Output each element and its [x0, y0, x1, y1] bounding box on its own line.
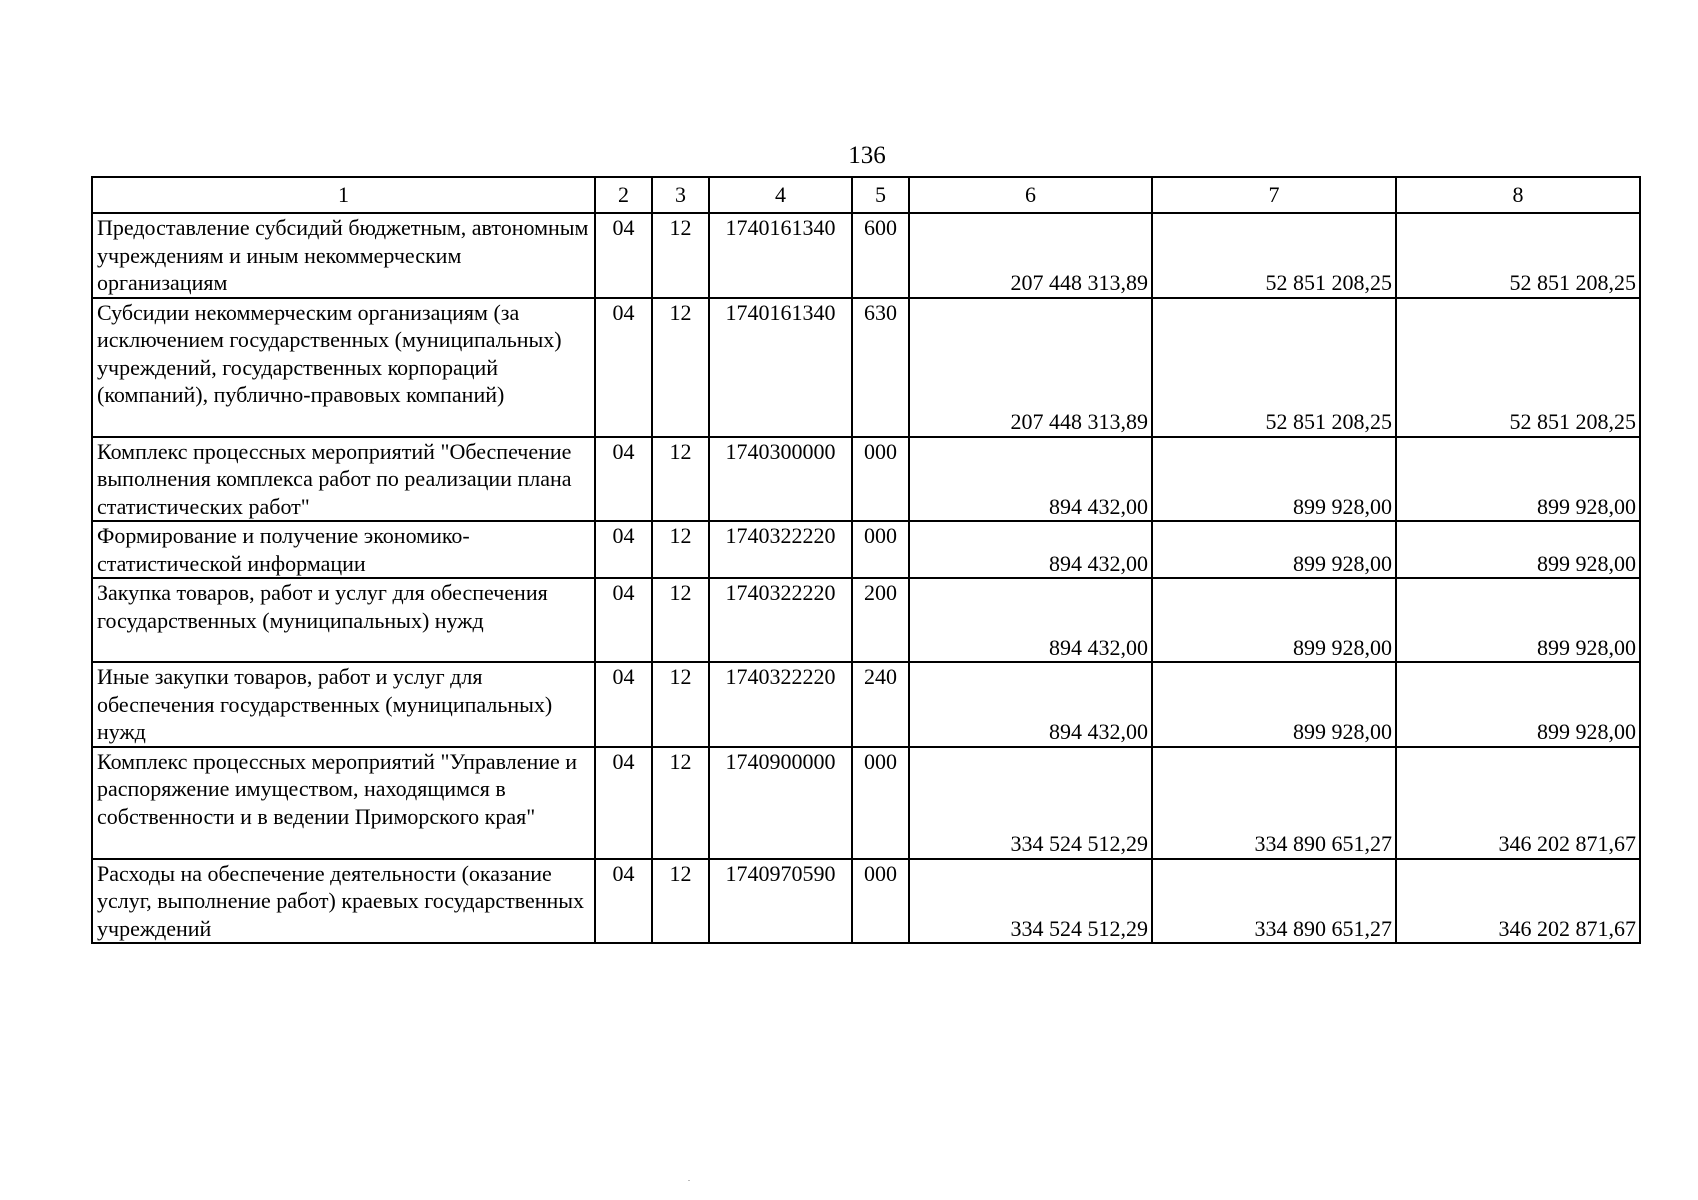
row-amount-6: 894 432,00 — [909, 521, 1152, 578]
row-amount-8: 899 928,00 — [1396, 521, 1640, 578]
page-number: 136 — [848, 142, 886, 169]
row-amount-7: 899 928,00 — [1152, 521, 1396, 578]
row-amount-7: 52 851 208,25 — [1152, 213, 1396, 298]
row-target-code: 1740161340 — [709, 298, 852, 437]
row-description: Закупка товаров, работ и услуг для обеспечения государственных (муниципальных) нужд — [92, 578, 595, 662]
row-amount-8: 899 928,00 — [1396, 578, 1640, 662]
row-subsection: 12 — [652, 662, 709, 747]
row-expense-type: 240 — [852, 662, 909, 747]
row-amount-8: 346 202 871,67 — [1396, 747, 1640, 859]
row-expense-type: 000 — [852, 521, 909, 578]
row-description: Формирование и получение экономико-статистической информации — [92, 521, 595, 578]
header-cell: 4 — [709, 177, 852, 213]
header-cell: 6 — [909, 177, 1152, 213]
row-subsection: 12 — [652, 859, 709, 944]
table-row — [92, 298, 1640, 437]
row-target-code: 1740322220 — [709, 521, 852, 578]
row-amount-8: 899 928,00 — [1396, 437, 1640, 522]
row-description: Иные закупки товаров, работ и услуг для обеспечения государственных (муниципальных) нужд — [92, 662, 595, 747]
row-description: Комплекс процессных мероприятий "Управление и распоряжение имуществом, находящимся в собственности и в ведении Приморского края" — [92, 747, 595, 859]
row-amount-7: 899 928,00 — [1152, 578, 1396, 662]
row-description: Субсидии некоммерческим организациям (за исключением государственных (муниципальных) учреждений, государственных корпораций (компаний), публично-правовых компаний) — [92, 298, 595, 437]
row-amount-6: 207 448 313,89 — [909, 213, 1152, 298]
header-cell: 5 — [852, 177, 909, 213]
row-section: 04 — [595, 747, 652, 859]
row-expense-type: 630 — [852, 298, 909, 437]
row-target-code: 1740322220 — [709, 662, 852, 747]
table-row — [92, 437, 1640, 522]
row-target-code: 1740161340 — [709, 213, 852, 298]
row-section: 04 — [595, 437, 652, 522]
table-row — [92, 747, 1640, 859]
table-header-row — [92, 177, 1640, 213]
row-amount-7: 334 890 651,27 — [1152, 747, 1396, 859]
row-subsection: 12 — [652, 298, 709, 437]
table-row — [92, 521, 1640, 578]
row-amount-7: 899 928,00 — [1152, 662, 1396, 747]
row-amount-6: 894 432,00 — [909, 662, 1152, 747]
row-subsection: 12 — [652, 578, 709, 662]
row-target-code: 1740970590 — [709, 859, 852, 944]
header-cell: 7 — [1152, 177, 1396, 213]
row-expense-type: 000 — [852, 859, 909, 944]
row-description: Предоставление субсидий бюджетным, автономным учреждениям и иным некоммерческим организациям — [92, 213, 595, 298]
table-row — [92, 578, 1640, 662]
row-amount-8: 52 851 208,25 — [1396, 213, 1640, 298]
header-cell: 8 — [1396, 177, 1640, 213]
scan-speck — [688, 1180, 690, 1181]
row-amount-7: 899 928,00 — [1152, 437, 1396, 522]
row-expense-type: 600 — [852, 213, 909, 298]
row-amount-6: 894 432,00 — [909, 437, 1152, 522]
row-section: 04 — [595, 662, 652, 747]
row-amount-7: 52 851 208,25 — [1152, 298, 1396, 437]
row-section: 04 — [595, 298, 652, 437]
row-amount-8: 52 851 208,25 — [1396, 298, 1640, 437]
row-description: Расходы на обеспечение деятельности (оказание услуг, выполнение работ) краевых государственных учреждений — [92, 859, 595, 944]
row-target-code: 1740322220 — [709, 578, 852, 662]
row-amount-6: 334 524 512,29 — [909, 747, 1152, 859]
table-row — [92, 859, 1640, 944]
row-amount-7: 334 890 651,27 — [1152, 859, 1396, 944]
table-row — [92, 662, 1640, 747]
row-amount-6: 334 524 512,29 — [909, 859, 1152, 944]
row-section: 04 — [595, 578, 652, 662]
header-cell: 3 — [652, 177, 709, 213]
row-expense-type: 200 — [852, 578, 909, 662]
row-amount-6: 894 432,00 — [909, 578, 1152, 662]
row-amount-8: 899 928,00 — [1396, 662, 1640, 747]
row-description: Комплекс процессных мероприятий "Обеспечение выполнения комплекса работ по реализации плана статистических работ" — [92, 437, 595, 522]
table-row — [92, 213, 1640, 298]
row-subsection: 12 — [652, 747, 709, 859]
row-amount-6: 207 448 313,89 — [909, 298, 1152, 437]
row-subsection: 12 — [652, 437, 709, 522]
row-section: 04 — [595, 521, 652, 578]
row-subsection: 12 — [652, 213, 709, 298]
row-amount-8: 346 202 871,67 — [1396, 859, 1640, 944]
row-target-code: 1740900000 — [709, 747, 852, 859]
row-target-code: 1740300000 — [709, 437, 852, 522]
budget-table — [91, 176, 1641, 944]
header-cell: 1 — [92, 177, 595, 213]
row-expense-type: 000 — [852, 437, 909, 522]
row-expense-type: 000 — [852, 747, 909, 859]
header-cell: 2 — [595, 177, 652, 213]
row-section: 04 — [595, 213, 652, 298]
row-section: 04 — [595, 859, 652, 944]
row-subsection: 12 — [652, 521, 709, 578]
